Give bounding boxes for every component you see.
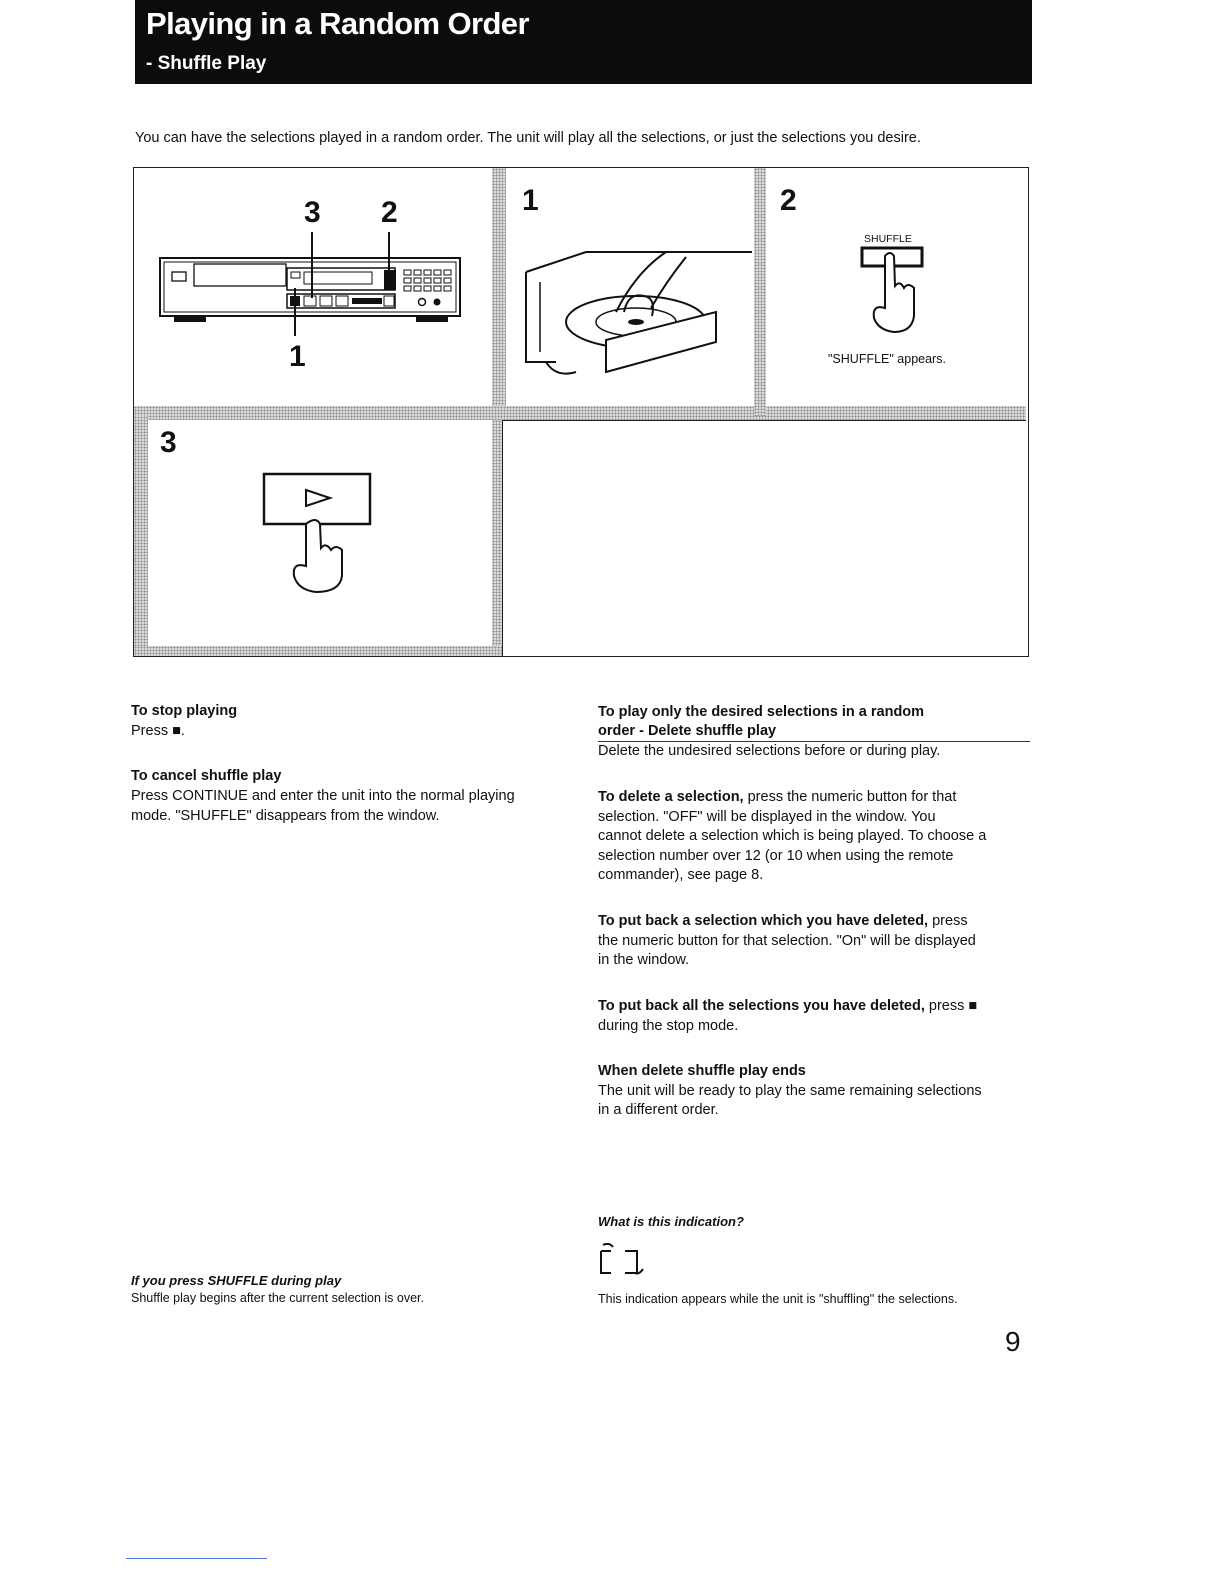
shuffle-button-press-illustration: [858, 246, 928, 336]
empty-panel: [502, 420, 1026, 656]
putall-paragraph-line-1: [598, 997, 977, 1017]
footer-link-line: [126, 1558, 267, 1559]
step1-panel: [506, 182, 754, 406]
if-shuffle-text: Shuffle play begins after the current selection is over.: [131, 1291, 424, 1305]
stop-text: Press ■.: [131, 723, 185, 739]
step2-panel: [766, 176, 1018, 406]
putall-text-2: during the stop mode.: [598, 1018, 739, 1034]
divider-horizontal: [134, 406, 1026, 420]
overview-panel: [134, 168, 492, 406]
delete-text-4: selection number over 12 (or 10 when using the remote: [598, 848, 954, 864]
ends-text-1: The unit will be ready to play the same remaining selections: [598, 1083, 982, 1099]
ends-text-2: in a different order.: [598, 1102, 719, 1118]
what-text: This indication appears while the unit is "shuffling" the selections.: [598, 1292, 958, 1306]
delete-text-3: cannot delete a selection which is being played. To choose a: [598, 828, 987, 844]
step3-number: 3: [160, 426, 177, 459]
stop-heading: To stop playing: [131, 703, 238, 719]
overview-label-1: 1: [289, 340, 306, 373]
if-shuffle-heading: If you press SHUFFLE during play: [131, 1273, 342, 1288]
delete-text-5: commander), see page 8.: [598, 867, 764, 883]
cd-player-illustration: [154, 228, 474, 338]
page-number: 9: [1005, 1326, 1021, 1357]
desired-heading-1: To play only the desired selections in a random: [598, 704, 925, 720]
step2-caption: "SHUFFLE" appears.: [828, 352, 946, 366]
step3-panel: [148, 420, 492, 646]
illustration-frame: [133, 167, 1029, 657]
disc-tray-illustration: [516, 212, 752, 382]
desired-heading-2: order - Delete shuffle play: [598, 723, 777, 739]
divider-bottom: [134, 646, 502, 656]
putback-text-3: in the window.: [598, 952, 690, 968]
delete-text-1: press the numeric button for that: [743, 789, 957, 805]
putall-bold: To put back all the selections you have deleted,: [598, 998, 925, 1014]
putback-paragraph-line-1: [598, 912, 968, 932]
ends-heading: When delete shuffle play ends: [598, 1063, 806, 1079]
page-subtitle: - Shuffle Play: [146, 53, 267, 74]
step2-number: 2: [780, 184, 797, 217]
divider-vertical-2: [754, 168, 766, 416]
step1-number: 1: [522, 184, 539, 217]
putback-text-2: the numeric button for that selection. "On" will be displayed: [598, 933, 976, 949]
putall-text-1: press ■: [924, 998, 978, 1014]
cancel-heading: To cancel shuffle play: [131, 768, 282, 784]
delete-paragraph-line-1: [598, 788, 956, 808]
putback-text-1: press: [928, 913, 968, 929]
shuffling-indicator-icon: [597, 1243, 649, 1279]
shuffle-button-label: SHUFFLE: [864, 233, 912, 245]
play-button-press-illustration: [260, 472, 380, 598]
cancel-text-2: mode. "SHUFFLE" disappears from the window.: [131, 808, 440, 824]
overview-label-3: 3: [304, 196, 321, 229]
cancel-text-1: Press CONTINUE and enter the unit into the normal playing: [131, 788, 515, 804]
delete-text-2: selection. "OFF" will be displayed in the window. You: [598, 809, 936, 825]
desired-text: Delete the undesired selections before or during play.: [598, 743, 941, 759]
page-title: Playing in a Random Order: [146, 6, 529, 41]
putback-bold: To put back a selection which you have deleted,: [598, 913, 929, 929]
divider-left-edge: [134, 416, 148, 656]
delete-bold: To delete a selection,: [598, 789, 744, 805]
intro-text: You can have the selections played in a random order. The unit will play all the selections, or just the selections you desire.: [135, 130, 921, 146]
what-heading: What is this indication?: [598, 1214, 744, 1229]
overview-label-2: 2: [381, 196, 398, 229]
